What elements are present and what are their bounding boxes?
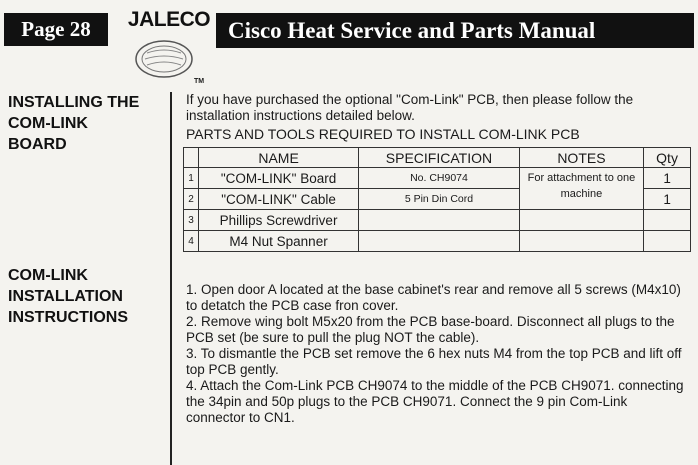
instruction-steps [186,282,686,426]
part-qty [644,231,691,252]
heading-installing: INSTALLING THE COM-LINK BOARD [8,94,140,153]
table-row [184,231,691,252]
brand-seal-icon [133,38,195,80]
header-qty: Qty [644,148,691,168]
header-notes: NOTES [519,148,643,168]
heading-instructions: COM-LINK INSTALLATION INSTRUCTIONS [8,267,128,326]
row-number: 4 [184,231,199,252]
jaleco-logo [121,8,217,88]
part-qty [644,210,691,231]
parts-table-header-row [184,148,691,168]
row-number: 3 [184,210,199,231]
header-name: NAME [198,148,358,168]
part-notes: For attachment to one machine [519,168,643,210]
intro-paragraph: If you have purchased the optional "Com-Link" PCB, then please follow the installation instructions detailed below. [186,92,634,123]
part-spec: No. CH9074 [359,168,520,189]
brand-logo-text: JALECO [127,8,211,31]
instruction-step: 3. To dismantle the PCB set remove the 6 hex nuts M4 from the top PCB and lift off top PCB gently. [186,346,682,377]
part-spec: 5 Pin Din Cord [359,189,520,210]
part-notes-empty [519,231,643,252]
header-num [184,148,199,168]
part-spec [359,210,520,231]
part-qty: 1 [644,189,691,210]
parts-table [183,147,691,252]
manual-title: Cisco Heat Service and Parts Manual [228,17,596,43]
header-specification: SPECIFICATION [359,148,520,168]
manual-title-banner [216,13,694,48]
part-qty: 1 [644,168,691,189]
table-row [184,210,691,231]
part-notes-empty [519,210,643,231]
instruction-step: 4. Attach the Com-Link PCB CH9074 to the middle of the PCB CH9071. connecting the 34pin and 50p plugs to the PCB CH9071. Connect the 9 pin Com-Link connector to CN1. [186,378,684,425]
part-name: "COM-LINK" Board [198,168,358,189]
table-row [184,168,691,189]
instruction-step: 1. Open door A located at the base cabinet's rear and remove all 5 screws (M4x10) to detatch the PCB case fron cover. [186,282,681,313]
instruction-step: 2. Remove wing bolt M5x20 from the PCB base-board. Disconnect all plugs to the PCB set (be sure to pull the plug NOT the cable). [186,314,675,345]
part-name: M4 Nut Spanner [198,231,358,252]
page-number-badge [4,13,108,46]
row-number: 2 [184,189,199,210]
trademark-mark: TM [194,78,205,85]
part-name: Phillips Screwdriver [198,210,358,231]
parts-title: PARTS AND TOOLS REQUIRED TO INSTALL COM-LINK PCB [186,126,580,142]
section-divider [170,92,172,465]
part-spec [359,231,520,252]
part-name: "COM-LINK" Cable [198,189,358,210]
row-number: 1 [184,168,199,189]
page-number-label: Page 28 [21,17,91,41]
